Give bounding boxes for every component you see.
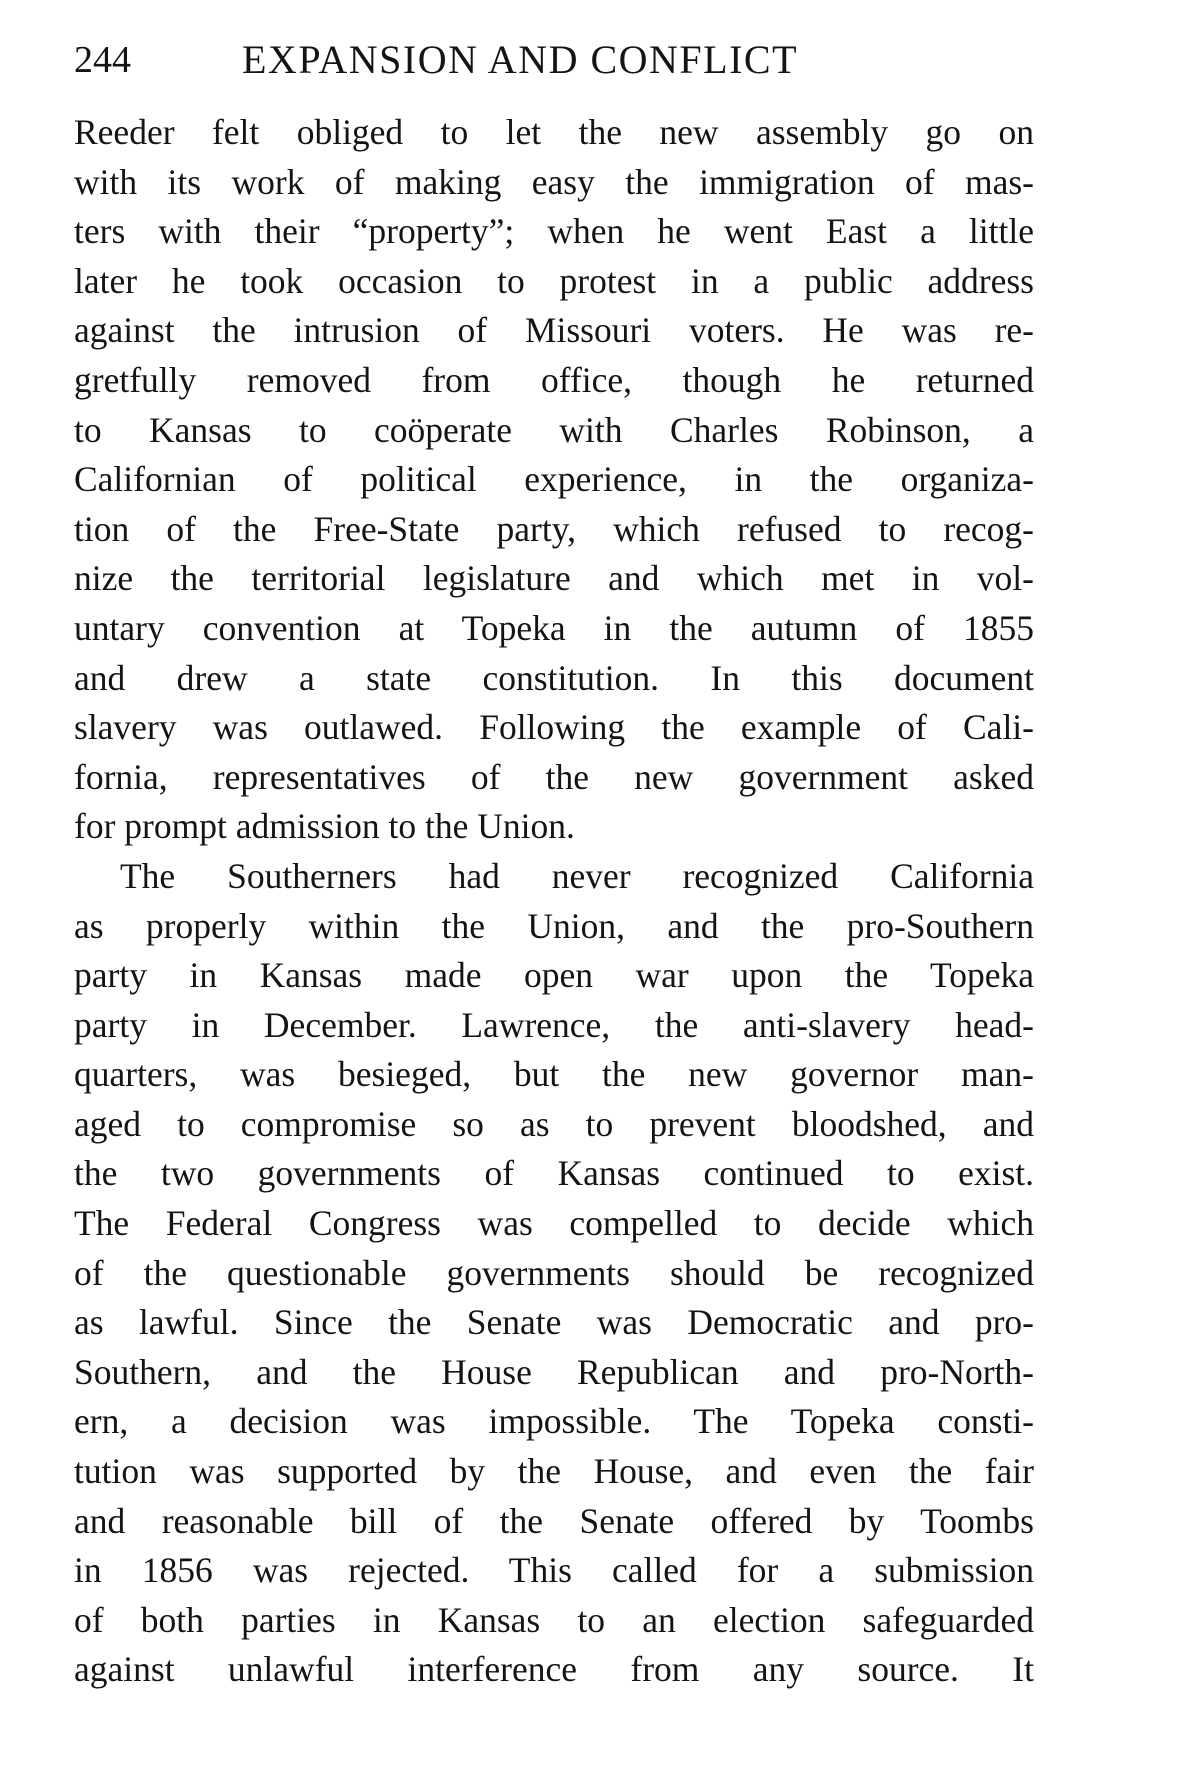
text-line: and drew a state constitution. In this document: [74, 657, 1034, 698]
running-head: EXPANSION AND CONFLICT: [242, 37, 799, 82]
text-line: against unlawful interference from any source. It: [74, 1649, 1034, 1690]
text-line: The Federal Congress was compelled to decide which: [74, 1203, 1034, 1244]
text-line: ern, a decision was impossible. The Topeka consti-: [74, 1401, 1034, 1442]
text-line: The Southerners had never recognized California: [120, 855, 1034, 896]
text-line: nize the territorial legislature and which met in vol-: [74, 558, 1034, 599]
text-line: of the questionable governments should be recognized: [74, 1252, 1034, 1293]
text-line: in 1856 was rejected. This called for a submission: [74, 1550, 1034, 1591]
text-line: gretfully removed from office, though he returned: [74, 359, 1034, 400]
text-line: Southern, and the House Republican and pro-North-: [74, 1351, 1034, 1392]
text-line: Californian of political experience, in the organiza-: [74, 459, 1034, 500]
text-line: against the intrusion of Missouri voters. He was re-: [74, 310, 1034, 351]
text-line: tution was supported by the House, and even the fair: [74, 1451, 1034, 1492]
text-line: untary convention at Topeka in the autumn of 1855: [74, 607, 1034, 648]
text-line: of both parties in Kansas to an election safeguarded: [74, 1599, 1034, 1640]
text-line: slavery was outlawed. Following the example of Cali-: [74, 707, 1034, 748]
text-line: party in Kansas made open war upon the Topeka: [74, 955, 1034, 996]
text-line: the two governments of Kansas continued to exist.: [74, 1153, 1034, 1194]
text-line: and reasonable bill of the Senate offered by Toombs: [74, 1500, 1034, 1541]
text-line: aged to compromise so as to prevent bloodshed, and: [74, 1103, 1034, 1144]
text-line: quarters, was besieged, but the new governor man-: [74, 1054, 1034, 1095]
page-number: 244: [74, 39, 131, 81]
body-text: [74, 108, 1034, 1695]
text-line: party in December. Lawrence, the anti-slavery head-: [74, 1004, 1034, 1045]
text-line: tion of the Free-State party, which refused to recog-: [74, 508, 1034, 549]
text-line: for prompt admission to the Union.: [74, 806, 575, 847]
text-line: as lawful. Since the Senate was Democratic and pro-: [74, 1302, 1034, 1343]
text-line: Reeder felt obliged to let the new assembly go on: [74, 112, 1034, 152]
text-line: with its work of making easy the immigration of mas-: [74, 161, 1034, 202]
text-line: to Kansas to coöperate with Charles Robinson, a: [74, 409, 1034, 450]
text-line: as properly within the Union, and the pro-Southern: [74, 905, 1034, 946]
page-header: [74, 30, 1034, 90]
text-line: later he took occasion to protest in a public address: [74, 260, 1034, 301]
text-line: ters with their “property”; when he went East a little: [74, 211, 1034, 252]
text-line: fornia, representatives of the new government asked: [74, 756, 1034, 797]
